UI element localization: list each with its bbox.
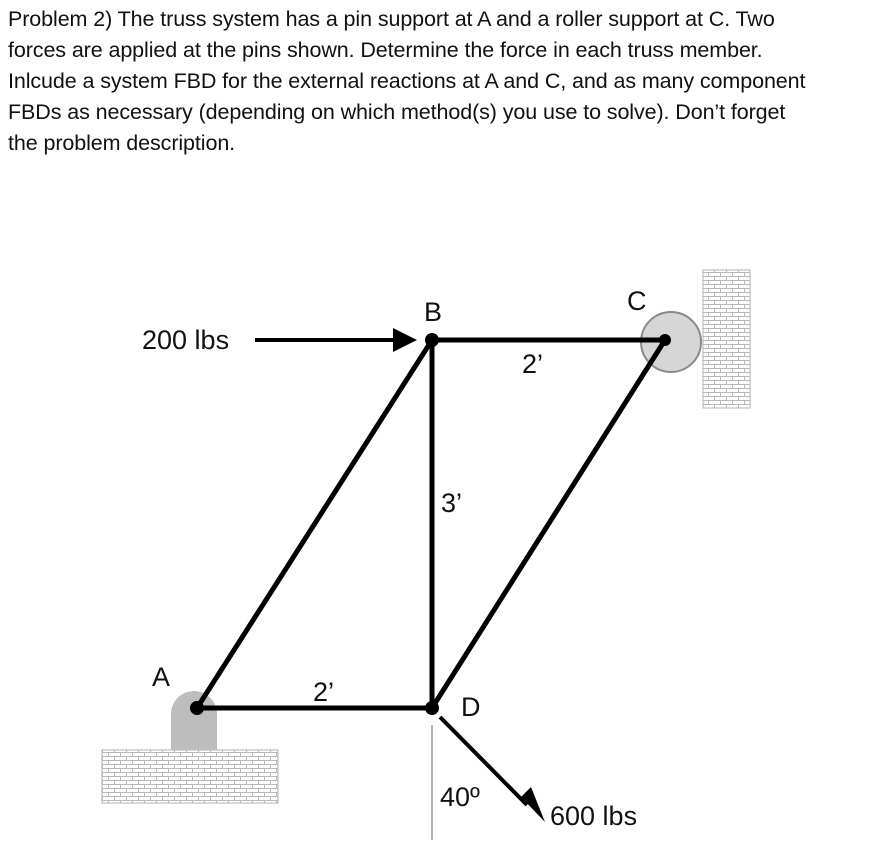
label-joint-a: A [152, 662, 171, 692]
ground-support [102, 750, 278, 803]
member-cd [432, 340, 665, 708]
dimension-ad: 2’ [313, 677, 335, 707]
joint-d [425, 701, 439, 715]
dimension-bd: 3’ [441, 488, 463, 518]
joint-a [190, 701, 204, 715]
load-label-200: 200 lbs [142, 325, 230, 355]
angle-label: 40º [440, 782, 480, 812]
force-200-arrowhead [393, 328, 417, 352]
joint-c [659, 334, 671, 346]
problem-line-4: FBDs as necessary (depending on which method(s) you use to solve). Don’t forget [8, 100, 786, 124]
label-joint-d: D [461, 692, 481, 722]
wall-support [703, 270, 750, 408]
label-joint-b: B [424, 297, 443, 327]
problem-line-3: Inlcude a system FBD for the external reactions at A and C, and as many component [8, 69, 806, 93]
problem-line-1: Problem 2) The truss system has a pin support at A and a roller support at C. Two [8, 7, 775, 31]
joint-b [425, 333, 439, 347]
member-ab [197, 340, 432, 708]
problem-line-2: forces are applied at the pins shown. Determine the force in each truss member. [8, 38, 763, 62]
dimension-bc: 2’ [522, 349, 544, 379]
problem-line-5: the problem description. [8, 131, 236, 155]
pin-support-a [171, 691, 217, 750]
label-joint-c: C [627, 286, 647, 316]
load-label-600: 600 lbs [550, 801, 638, 831]
